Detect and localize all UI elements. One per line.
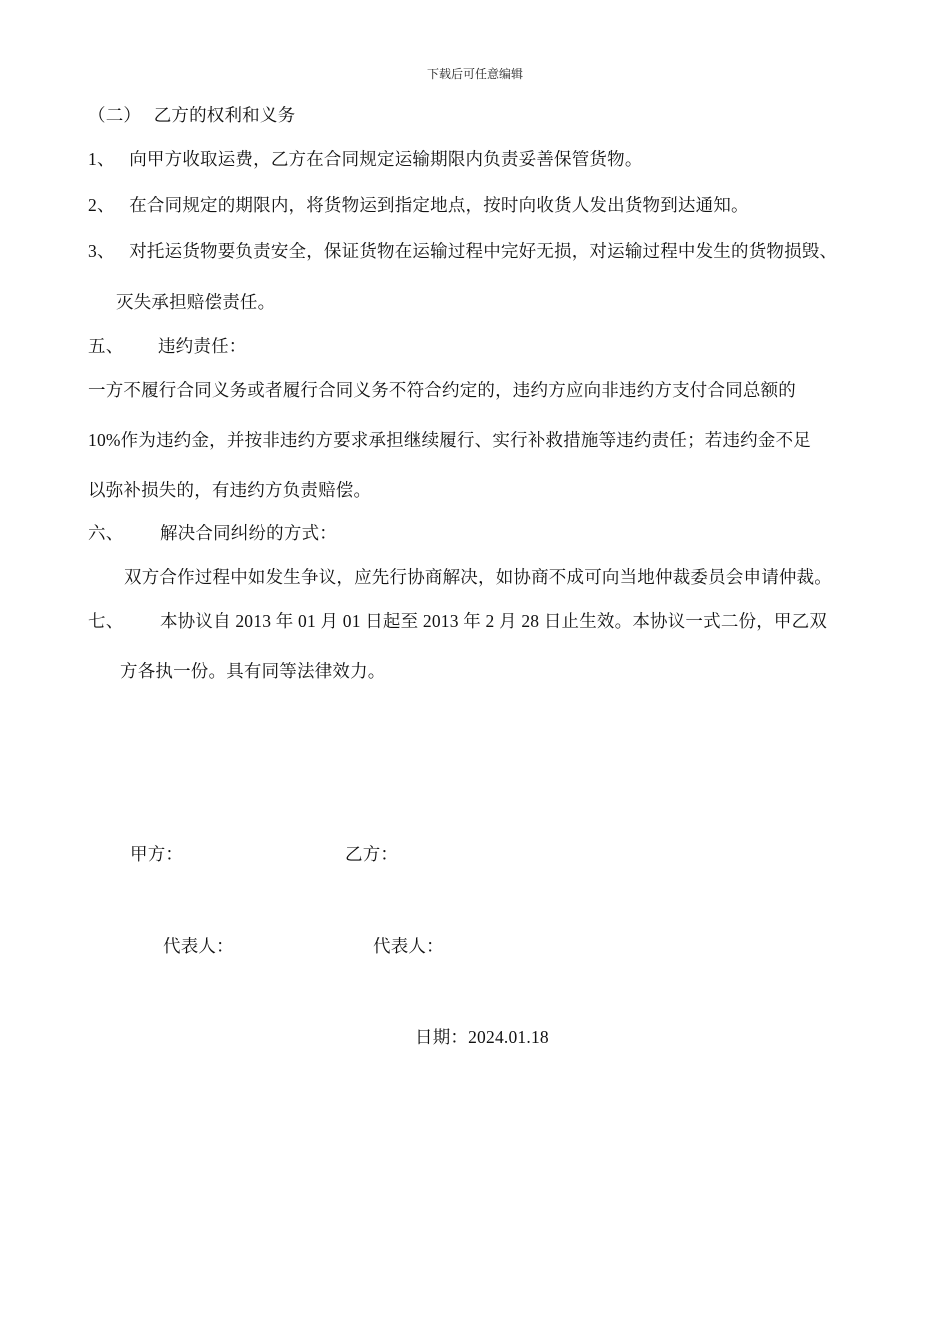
representative-b-label: 代表人： [373, 936, 444, 956]
date-label: 日期： [415, 1027, 469, 1047]
paragraph-line: 10%作为违约金，并按非违约方要求承担继续履行、实行补救措施等违约责任；若违约金不足 [88, 430, 811, 450]
clause-title: 违约责任： [157, 336, 247, 356]
clause-number: 七、 [88, 611, 124, 631]
clause-text: 本协议自 2013 年 01 月 01 日起至 2013 年 2 月 28 日止生效。本协议一式二份，甲乙双 [159, 611, 828, 631]
date-value: 2024.01.18 [468, 1027, 549, 1047]
clause-heading [88, 335, 246, 357]
section-number: （二） [88, 105, 142, 125]
item-text: 向甲方收取运费，乙方在合同规定运输期限内负责妥善保管货物。 [129, 149, 643, 169]
list-item [88, 194, 749, 216]
page-header-note: 下载后可任意编辑 [426, 67, 523, 81]
clause-heading [88, 522, 337, 544]
section-title: 乙方的权利和义务 [153, 105, 296, 125]
paragraph-line: 双方合作过程中如发生争议，应先行协商解决，如协商不成可向当地仲裁委员会申请仲裁。 [124, 567, 832, 587]
party-a-label: 甲方： [130, 844, 184, 864]
clause-title: 解决合同纠纷的方式： [159, 523, 337, 543]
paragraph-line: 方各执一份。具有同等法律效力。 [120, 661, 386, 681]
item-text-continuation: 灭失承担赔偿责任。 [116, 292, 276, 312]
list-item [88, 148, 643, 170]
representative-a-label: 代表人： [163, 936, 234, 956]
item-number: 3、 [88, 241, 115, 261]
clause-heading [88, 610, 827, 632]
list-item [88, 240, 837, 262]
item-number: 2、 [88, 195, 115, 215]
section-heading [88, 104, 295, 126]
date-line [415, 1026, 549, 1048]
item-text: 对托运货物要负责安全，保证货物在运输过程中完好无损，对运输过程中发生的货物损毁、 [129, 241, 838, 261]
item-number: 1、 [88, 149, 115, 169]
item-text: 在合同规定的期限内，将货物运到指定地点，按时向收货人发出货物到达通知。 [129, 195, 749, 215]
clause-number: 五、 [88, 336, 124, 356]
party-b-label: 乙方： [345, 844, 399, 864]
paragraph-line: 一方不履行合同义务或者履行合同义务不符合约定的，违约方应向非违约方支付合同总额的 [88, 380, 796, 400]
paragraph-line: 以弥补损失的，有违约方负责赔偿。 [88, 480, 372, 500]
clause-number: 六、 [88, 523, 124, 543]
